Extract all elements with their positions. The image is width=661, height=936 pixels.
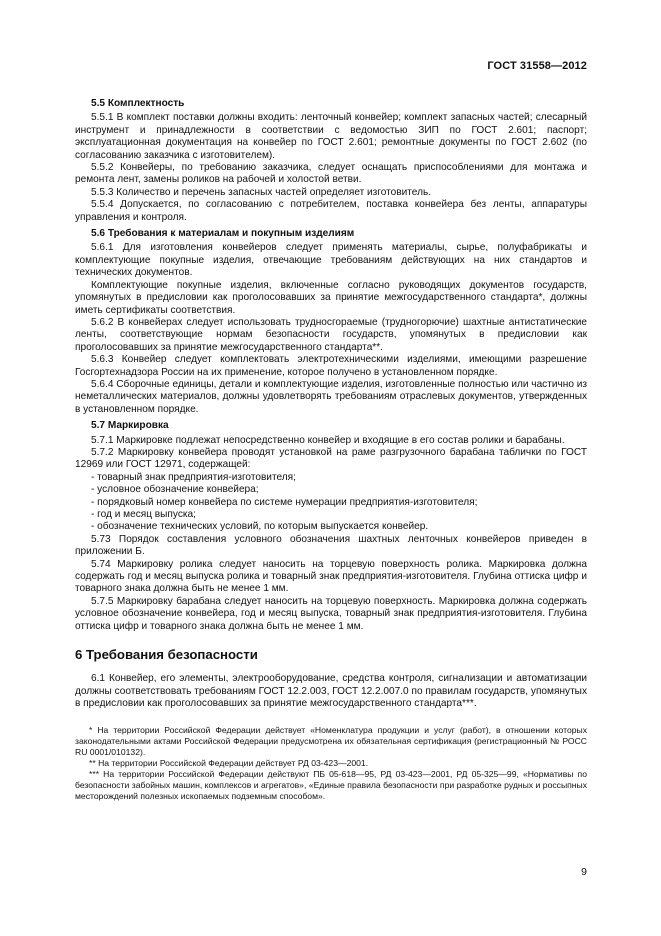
paragraph: 5.5.3 Количество и перечень запасных частей определяет изготовитель. [91, 186, 432, 198]
paragraph: 5.7.1 Маркировке подлежат непосредственно конвейер и входящие в его состав ролики и барабаны. [91, 434, 565, 446]
section-6-heading: 6 Требования безопасности [75, 647, 258, 663]
paragraph: Комплектующие покупные изделия, включенные согласно руководящих документов государств, упомянутых в предисловии как проголосовавших за принятие межгосударственного стандарта*, должны иметь сертификаты соответствия. [75, 279, 587, 316]
footnote: *** На территории Российской Федерации действуют ПБ 05-618—95, РД 03-423—2001, РД 05-325—99, «Нормативы по безопасности забойных машин, комплексов и агрегатов», «Единые правила безопасности при разработке рудных и россыпных месторождений полезных ископаемых подземным способом». [75, 768, 587, 801]
paragraph: 5.6.3 Конвейер следует комплектовать электротехническими изделиями, имеющими разрешение Госгортехнадзора России на их применение, которое получено в установленном порядке. [75, 354, 587, 378]
paragraph: 5.5.4 Допускается, по согласованию с потребителем, поставка конвейера без ленты, аппаратуры управления и контроля. [75, 199, 587, 223]
paragraph: 6.1 Конвейер, его элементы, электрооборудование, средства контроля, сигнализации и автоматизации должны соответствовать требованиям ГОСТ 12.2.003, ГОСТ 12.2.007.0 по правилам государств, упомянутых в предисловии как проголосовавших за принятие межгосударственного стандарта***. [75, 673, 587, 710]
paragraph: 5.7.5 Маркировку барабана следует наносить на торцевую поверхность. Маркировка должна содержать условное обозначение конвейера, год и месяц выпуска, товарный знак предприятия-изготовителя. Глубина оттиска цифр и товарного знака должна быть не менее 1 мм. [75, 595, 587, 632]
paragraph: 5.74 Маркировку ролика следует наносить на торцевую поверхность ролика. Маркировка должна содержать год и месяц выпуска ролика и товарный знак предприятия-изготовителя. Глубина оттиска цифр и товарного знака должна быть не менее 1 мм. [75, 558, 587, 595]
list-item: - порядковый номер конвейера по системе нумерации предприятия-изготовителя; [91, 496, 478, 508]
list-item: - условное обозначение конвейера; [91, 484, 259, 496]
page-number: 9 [581, 866, 587, 878]
list-item: - обозначение технических условий, по которым выпускается конвейер. [91, 521, 429, 533]
paragraph: 5.5.2 Конвейеры, по требованию заказчика, следует оснащать приспособлениями для монтажа и ремонта лент, замены роликов на рабочей и холостой ветви. [75, 162, 587, 186]
page-content [75, 94, 587, 802]
section-5-7-heading: 5.7 Маркировка [91, 420, 169, 432]
paragraph: 5.5.1 В комплект поставки должны входить: ленточный конвейер; комплект запасных частей; слесарный инструмент и принадлежности в соответствии с ведомостью ЗИП по ГОСТ 2.601; паспорт; эксплуатационная документация на конвейер по ГОСТ 2.601; ремонтные документы по ГОСТ 2.602 (по согласованию заказчика с изготовителем). [75, 112, 587, 161]
paragraph: 5.6.1 Для изготовления конвейеров следует применять материалы, сырье, полуфабрикаты и комплектующие покупные изделия, отвечающие требованиям действующих на них стандартов и технических документов. [75, 242, 587, 279]
list-item: - год и месяц выпуска; [91, 509, 196, 520]
paragraph: 5.6.2 В конвейерах следует использовать трудносгораемые (трудногорючие) шахтные антистатические ленты, соответствующие нормам безопасности государств, упомянутых в предисловии как проголосовавших за принятие межгосударственного стандарта**. [75, 316, 587, 353]
section-5-6-heading: 5.6 Требования к материалам и покупным изделиям [91, 228, 355, 240]
paragraph: 5.73 Порядок составления условного обозначения шахтных ленточных конвейеров приведен в приложении Б. [75, 533, 587, 558]
footnote: ** На территории Российской Федерации действует РД 03-423—2001. [89, 757, 369, 768]
standard-header: ГОСТ 31558—2012 [487, 60, 587, 72]
footnotes [75, 725, 587, 802]
section-5-5-heading: 5.5 Комплектность [91, 98, 185, 109]
footnote: * На территории Российской Федерации действует «Номенклатура продукции и услуг (работ), в отношении которых законодательными актами Российской Федерации предусмотрена их обязательная сертификация (регистрационный № РОСС RU 0001/010132). [75, 724, 587, 757]
paragraph: 5.7.2 Маркировку конвейера проводят установкой на раме разгрузочного барабана таблички по ГОСТ 12969 или ГОСТ 12971, содержащей: [75, 446, 587, 471]
list-item: - товарный знак предприятия-изготовителя; [91, 471, 296, 483]
paragraph: 5.6.4 Сборочные единицы, детали и комплектующие изделия, изготовленные полностью или частично из неметаллических материалов, должны удовлетворять требованиям отраслевых документов, утвержденных в установленном порядке. [75, 378, 588, 415]
